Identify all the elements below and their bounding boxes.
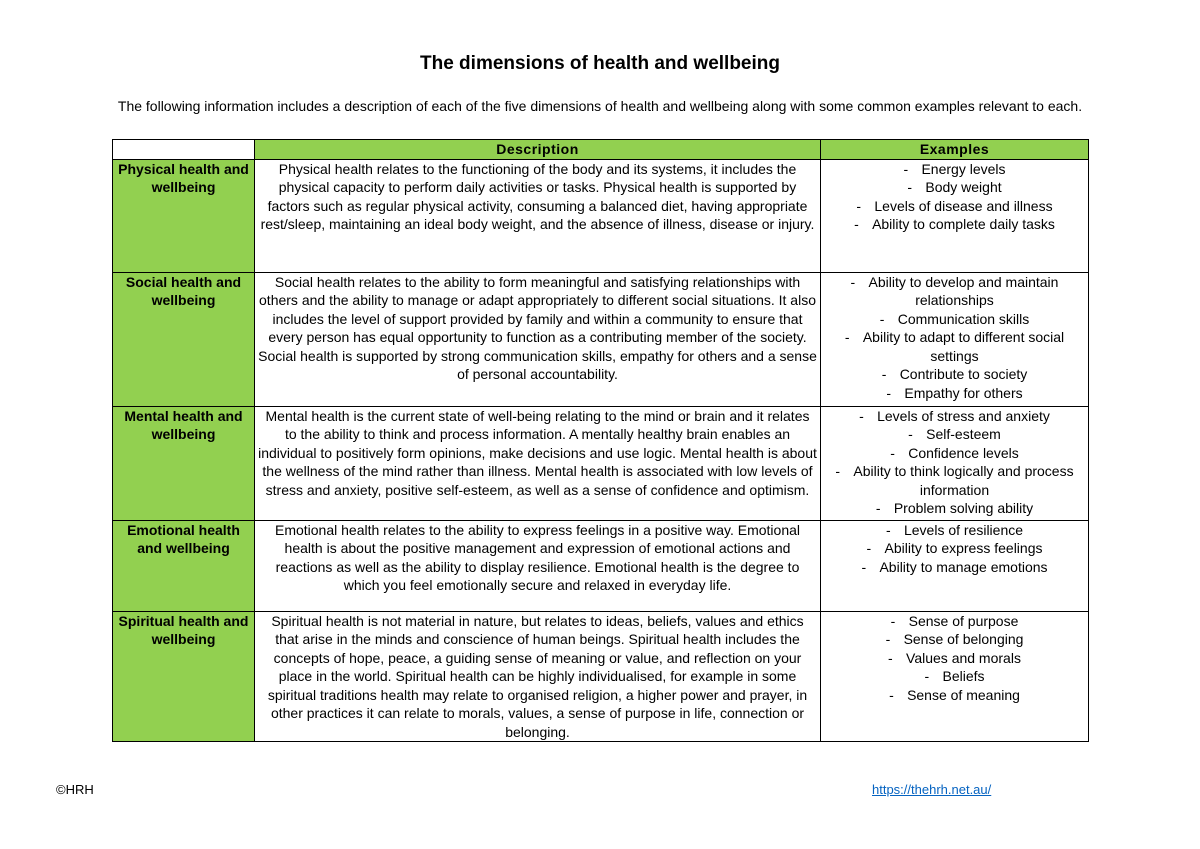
dimension-description: Emotional health relates to the ability to express feelings in a positive way. Emotional health is about the positive management and expression of emotional actions and reactions as well as the ability to display resilience. Emotional health is the degree to which you feel emotionally secure and relaxed in everyday life. xyxy=(255,520,821,611)
example-item: - Body weight xyxy=(907,179,1002,195)
footer-website-link[interactable]: https://thehrh.net.au/ xyxy=(872,782,992,797)
example-item: - Empathy for others xyxy=(886,384,1023,401)
example-item: - Sense of meaning xyxy=(889,686,1020,703)
example-item: - Ability to adapt to different social settings xyxy=(844,329,1065,364)
example-item: - Ability to think logically and process information xyxy=(835,463,1074,498)
example-item: - Problem solving ability xyxy=(875,500,1034,516)
example-item: - Ability to complete daily tasks xyxy=(854,216,1055,232)
example-item: - Levels of stress and anxiety xyxy=(859,407,1050,424)
table-row-mental xyxy=(113,406,1089,520)
page-title: The dimensions of health and wellbeing xyxy=(420,53,780,74)
dimension-examples xyxy=(821,272,1089,406)
intro-text: The following information includes a description of each of the five dimensions of health and wellbeing along with some common examples relevant to each. xyxy=(117,98,1083,114)
header-description: Description xyxy=(255,140,821,160)
table-row-spiritual xyxy=(113,611,1089,742)
dimension-examples xyxy=(821,159,1089,272)
example-item: - Levels of disease and illness xyxy=(856,197,1053,214)
example-item: - Confidence levels xyxy=(890,444,1019,461)
table-row-emotional xyxy=(113,520,1089,611)
header-corner-cell xyxy=(113,140,255,160)
table-row-physical xyxy=(113,159,1089,272)
example-item: - Ability to express feelings xyxy=(866,540,1043,556)
dimension-description: Physical health relates to the functioning of the body and its systems, it includes the physical capacity to perform daily activities or tasks. Physical health is supported by factors such as regular physical activity, consuming a balanced diet, having appropriate rest/sleep, maintaining an ideal body weight, and the absence of illness, disease or injury. xyxy=(255,159,821,272)
dimension-label: Mental health and wellbeing xyxy=(113,406,255,520)
table-row-social xyxy=(113,272,1089,406)
dimension-examples xyxy=(821,611,1089,742)
dimension-description: Social health relates to the ability to form meaningful and satisfying relationships with others and the ability to manage or adapt appropriately to different social situations. It also includes the level of support provided by family and within a community to ensure that every person has equal opportunity to function as a contributing member of the society. Social health is supported by strong communication skills, empathy for others and a sense of personal accountability. xyxy=(255,272,821,406)
dimension-label: Spiritual health and wellbeing xyxy=(113,611,255,742)
dimension-label: Social health and wellbeing xyxy=(113,272,255,406)
dimension-examples xyxy=(821,520,1089,611)
dimension-label: Physical health and wellbeing xyxy=(113,159,255,272)
example-item: - Contribute to society xyxy=(881,366,1028,382)
example-item: - Levels of resilience xyxy=(885,521,1024,538)
example-item: - Ability to manage emotions xyxy=(861,558,1048,575)
footer-copyright: ©HRH xyxy=(56,782,94,797)
example-item: - Beliefs xyxy=(924,668,985,684)
table-header-row xyxy=(113,140,1089,160)
dimensions-table xyxy=(112,139,1089,742)
header-examples: Examples xyxy=(821,140,1089,160)
example-item: - Communication skills xyxy=(879,310,1030,327)
dimension-description: Spiritual health is not material in nature, but relates to ideas, beliefs, values and ethics that arise in the minds and conscience of human beings. Spiritual health includes the concepts of hope, peace, a guiding sense of meaning or value, and reflection on your place in the world. Spiritual health can be highly individualised, for example in some spiritual traditions health may relate to organised religion, a higher power and prayer, in other practices it can relate to morals, values, a sense of purpose in life, connection or belonging. xyxy=(255,611,821,742)
example-item: - Sense of belonging xyxy=(885,631,1024,647)
dimension-examples xyxy=(821,406,1089,520)
example-item: - Values and morals xyxy=(888,649,1021,666)
example-item: - Ability to develop and maintain relationships xyxy=(850,273,1059,308)
example-item: - Self-esteem xyxy=(908,426,1001,442)
example-item: - Sense of purpose xyxy=(890,612,1019,629)
dimension-label: Emotional health and wellbeing xyxy=(113,520,255,611)
dimension-description: Mental health is the current state of well-being relating to the mind or brain and it relates to the ability to think and process information. A mentally healthy brain enables an individual to positively form opinions, make decisions and use logic. Mental health is about the wellness of the mind rather than illness. Mental health is associated with low levels of stress and anxiety, positive self-esteem, as well as a sense of confidence and optimism. xyxy=(255,406,821,520)
example-item: - Energy levels xyxy=(903,160,1006,177)
